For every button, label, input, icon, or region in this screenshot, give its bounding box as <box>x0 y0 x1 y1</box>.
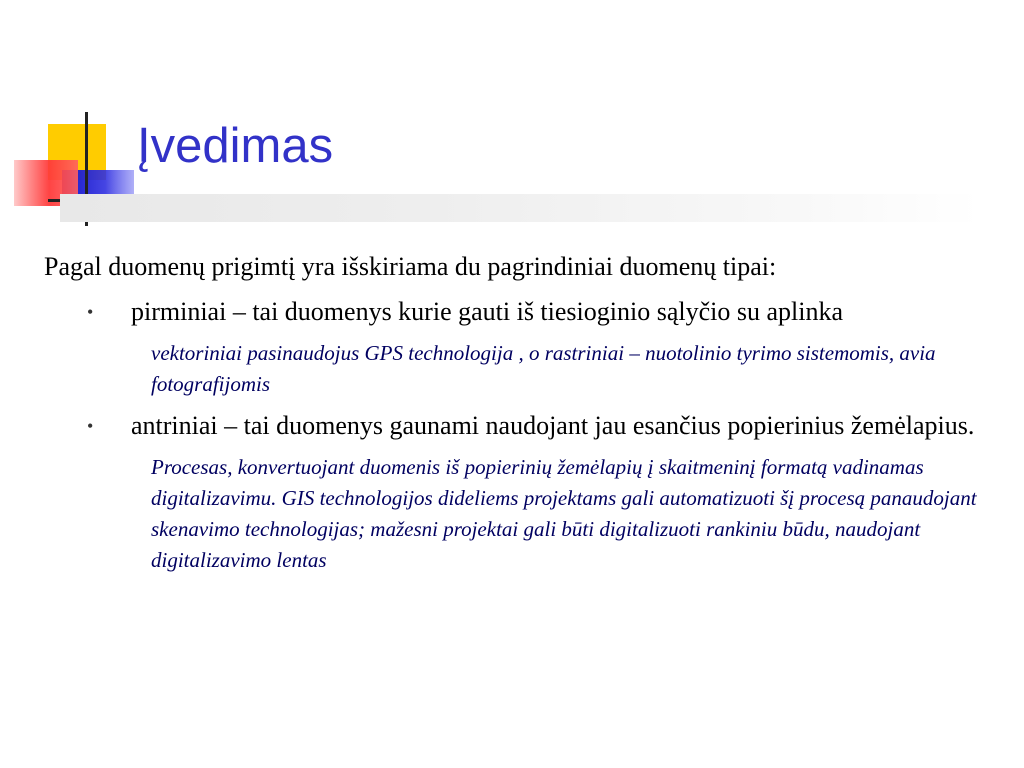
sub-bullet-text: vektoriniai pasinaudojus GPS technologija , o rastriniai – nuotolinio tyrimo sistemomis, avia fotografijomis <box>151 341 936 396</box>
bullet-text: pirminiai – tai duomenys kurie gauti iš tiesioginio sąlyčio su aplinka <box>131 297 844 326</box>
slide-title: Įvedimas <box>137 119 334 173</box>
sub-bullet-text: Procesas, konvertuojant duomenis iš popierinių žemėlapių į skaitmeninį formatą vadinamas digitalizavimu. GIS technologijos dideliems projektams gali automatizuoti šį procesą panaudojant skenavimo technologijas; mažesni projektai gali būti digitalizuoti rankiniu būdu, naudojant digitalizavimo lentas <box>151 455 977 572</box>
bullet-item <box>44 293 984 331</box>
bullet-dot-icon: • <box>87 416 94 436</box>
title-underline-bar <box>60 194 980 222</box>
intro-paragraph: Pagal duomenų prigimtį yra išskiriama du pagrindiniai duomenų tipai: <box>44 252 777 281</box>
bullet-dot-icon: • <box>87 302 94 322</box>
slide-body <box>44 248 984 576</box>
bullet-text: antriniai – tai duomenys gaunami naudojant jau esančius popierinius žemėlapius. <box>131 411 975 440</box>
bullet-item <box>44 407 984 445</box>
